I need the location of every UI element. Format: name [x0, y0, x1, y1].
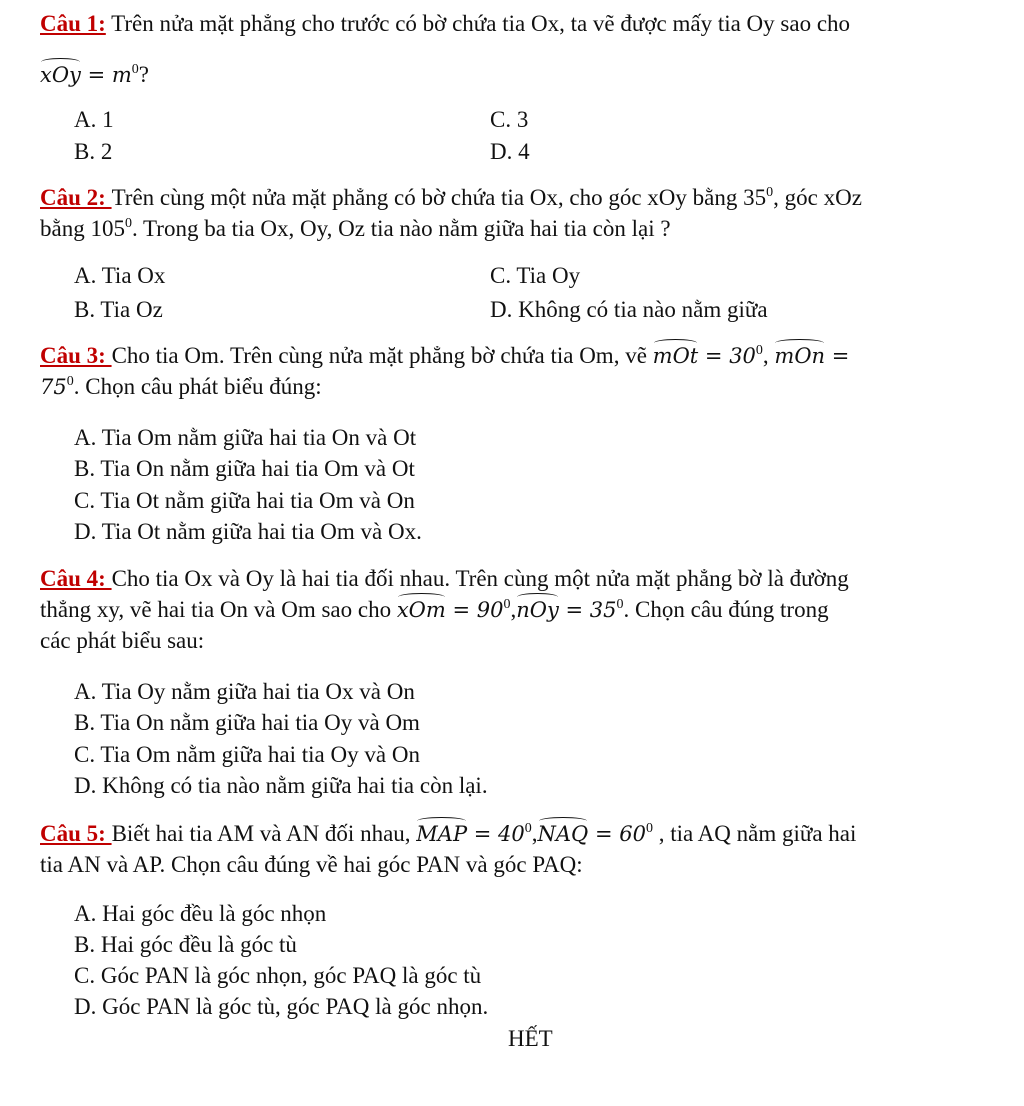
question-1-option-d: D. 4 — [490, 139, 530, 164]
question-3-option-b: B. Tia On nằm giữa hai tia Om và Ot — [74, 456, 415, 481]
question-2-option-a: A. Tia Ox — [74, 263, 166, 288]
question-2-label: Câu 2: — [40, 185, 112, 210]
question-1-angle: xOy — [40, 61, 81, 89]
question-1-option-c: C. 3 — [490, 107, 529, 132]
question-4-label: Câu 4: — [40, 566, 112, 591]
question-5-option-b: B. Hai góc đều là góc tù — [74, 932, 297, 957]
question-2-option-c: C. Tia Oy — [490, 263, 581, 288]
question-3-option-c: C. Tia Ot nằm giữa hai tia Om và On — [74, 488, 415, 513]
end-marker: HẾT — [508, 1026, 553, 1051]
question-5: Câu 5: Biết hai tia AM và AN đối nhau, MAP = $40^0,NAQ = 60^0$ , tia AQ nằm giữa hai tia AN và AP. Chọn câu đúng về hai góc PAN và góc PAQ: — [40, 821, 857, 878]
question-2-option-d: D. Không có tia nào nằm giữa — [490, 297, 768, 322]
question-1-text: Trên nửa mặt phẳng cho trước có bờ chứa tia Ox, ta vẽ được mấy tia Oy sao cho — [105, 11, 851, 36]
question-1: Câu 1: Trên nửa mặt phẳng cho trước có bờ chứa tia Ox, ta vẽ được mấy tia Oy sao cho xOy = $m^0$? — [40, 8, 980, 90]
question-4-option-d: D. Không có tia nào nằm giữa hai tia còn lại. — [74, 773, 488, 798]
question-2: Câu 2: Trên cùng một nửa mặt phẳng có bờ chứa tia Ox, cho góc xOy bằng $35^0$, góc xOz bằng $105^0$. Trong ba tia Ox, Oy, Oz tia nào nằm giữa hai tia còn lại ? — [40, 185, 862, 242]
question-5-option-c: C. Góc PAN là góc nhọn, góc PAQ là góc tù — [74, 963, 482, 988]
question-3: Câu 3: Cho tia Om. Trên cùng nửa mặt phẳng bờ chứa tia Om, vẽ mOt = $30^0$, mOn = $75^0$. Chọn câu phát biểu đúng: — [40, 343, 850, 400]
question-3-label: Câu 3: — [40, 343, 112, 368]
question-2-option-b: B. Tia Oz — [74, 297, 163, 322]
question-1-option-a: A. 1 — [74, 107, 114, 132]
question-1-option-b: B. 2 — [74, 139, 113, 164]
question-5-label: Câu 5: — [40, 821, 112, 846]
question-5-option-a: A. Hai góc đều là góc nhọn — [74, 901, 327, 926]
question-4-option-a: A. Tia Oy nằm giữa hai tia Ox và On — [74, 679, 415, 704]
question-5-option-d: D. Góc PAN là góc tù, góc PAQ là góc nhọn. — [74, 994, 489, 1019]
question-3-option-d: D. Tia Ot nằm giữa hai tia Om và Ox. — [74, 519, 422, 544]
question-4-option-c: C. Tia Om nằm giữa hai tia Oy và On — [74, 742, 420, 767]
question-4-option-b: B. Tia On nằm giữa hai tia Oy và Om — [74, 710, 420, 735]
question-4: Câu 4: Cho tia Ox và Oy là hai tia đối nhau. Trên cùng một nửa mặt phẳng bờ là đường thẳng xy, vẽ hai tia On và Om sao cho xOm = $90^0,nOy = 35^0$. Chọn câu đúng trong các phát biểu sau: — [40, 566, 849, 654]
question-1-label: Câu 1: — [40, 11, 106, 36]
question-3-option-a: A. Tia Om nằm giữa hai tia On và Ot — [74, 425, 417, 450]
